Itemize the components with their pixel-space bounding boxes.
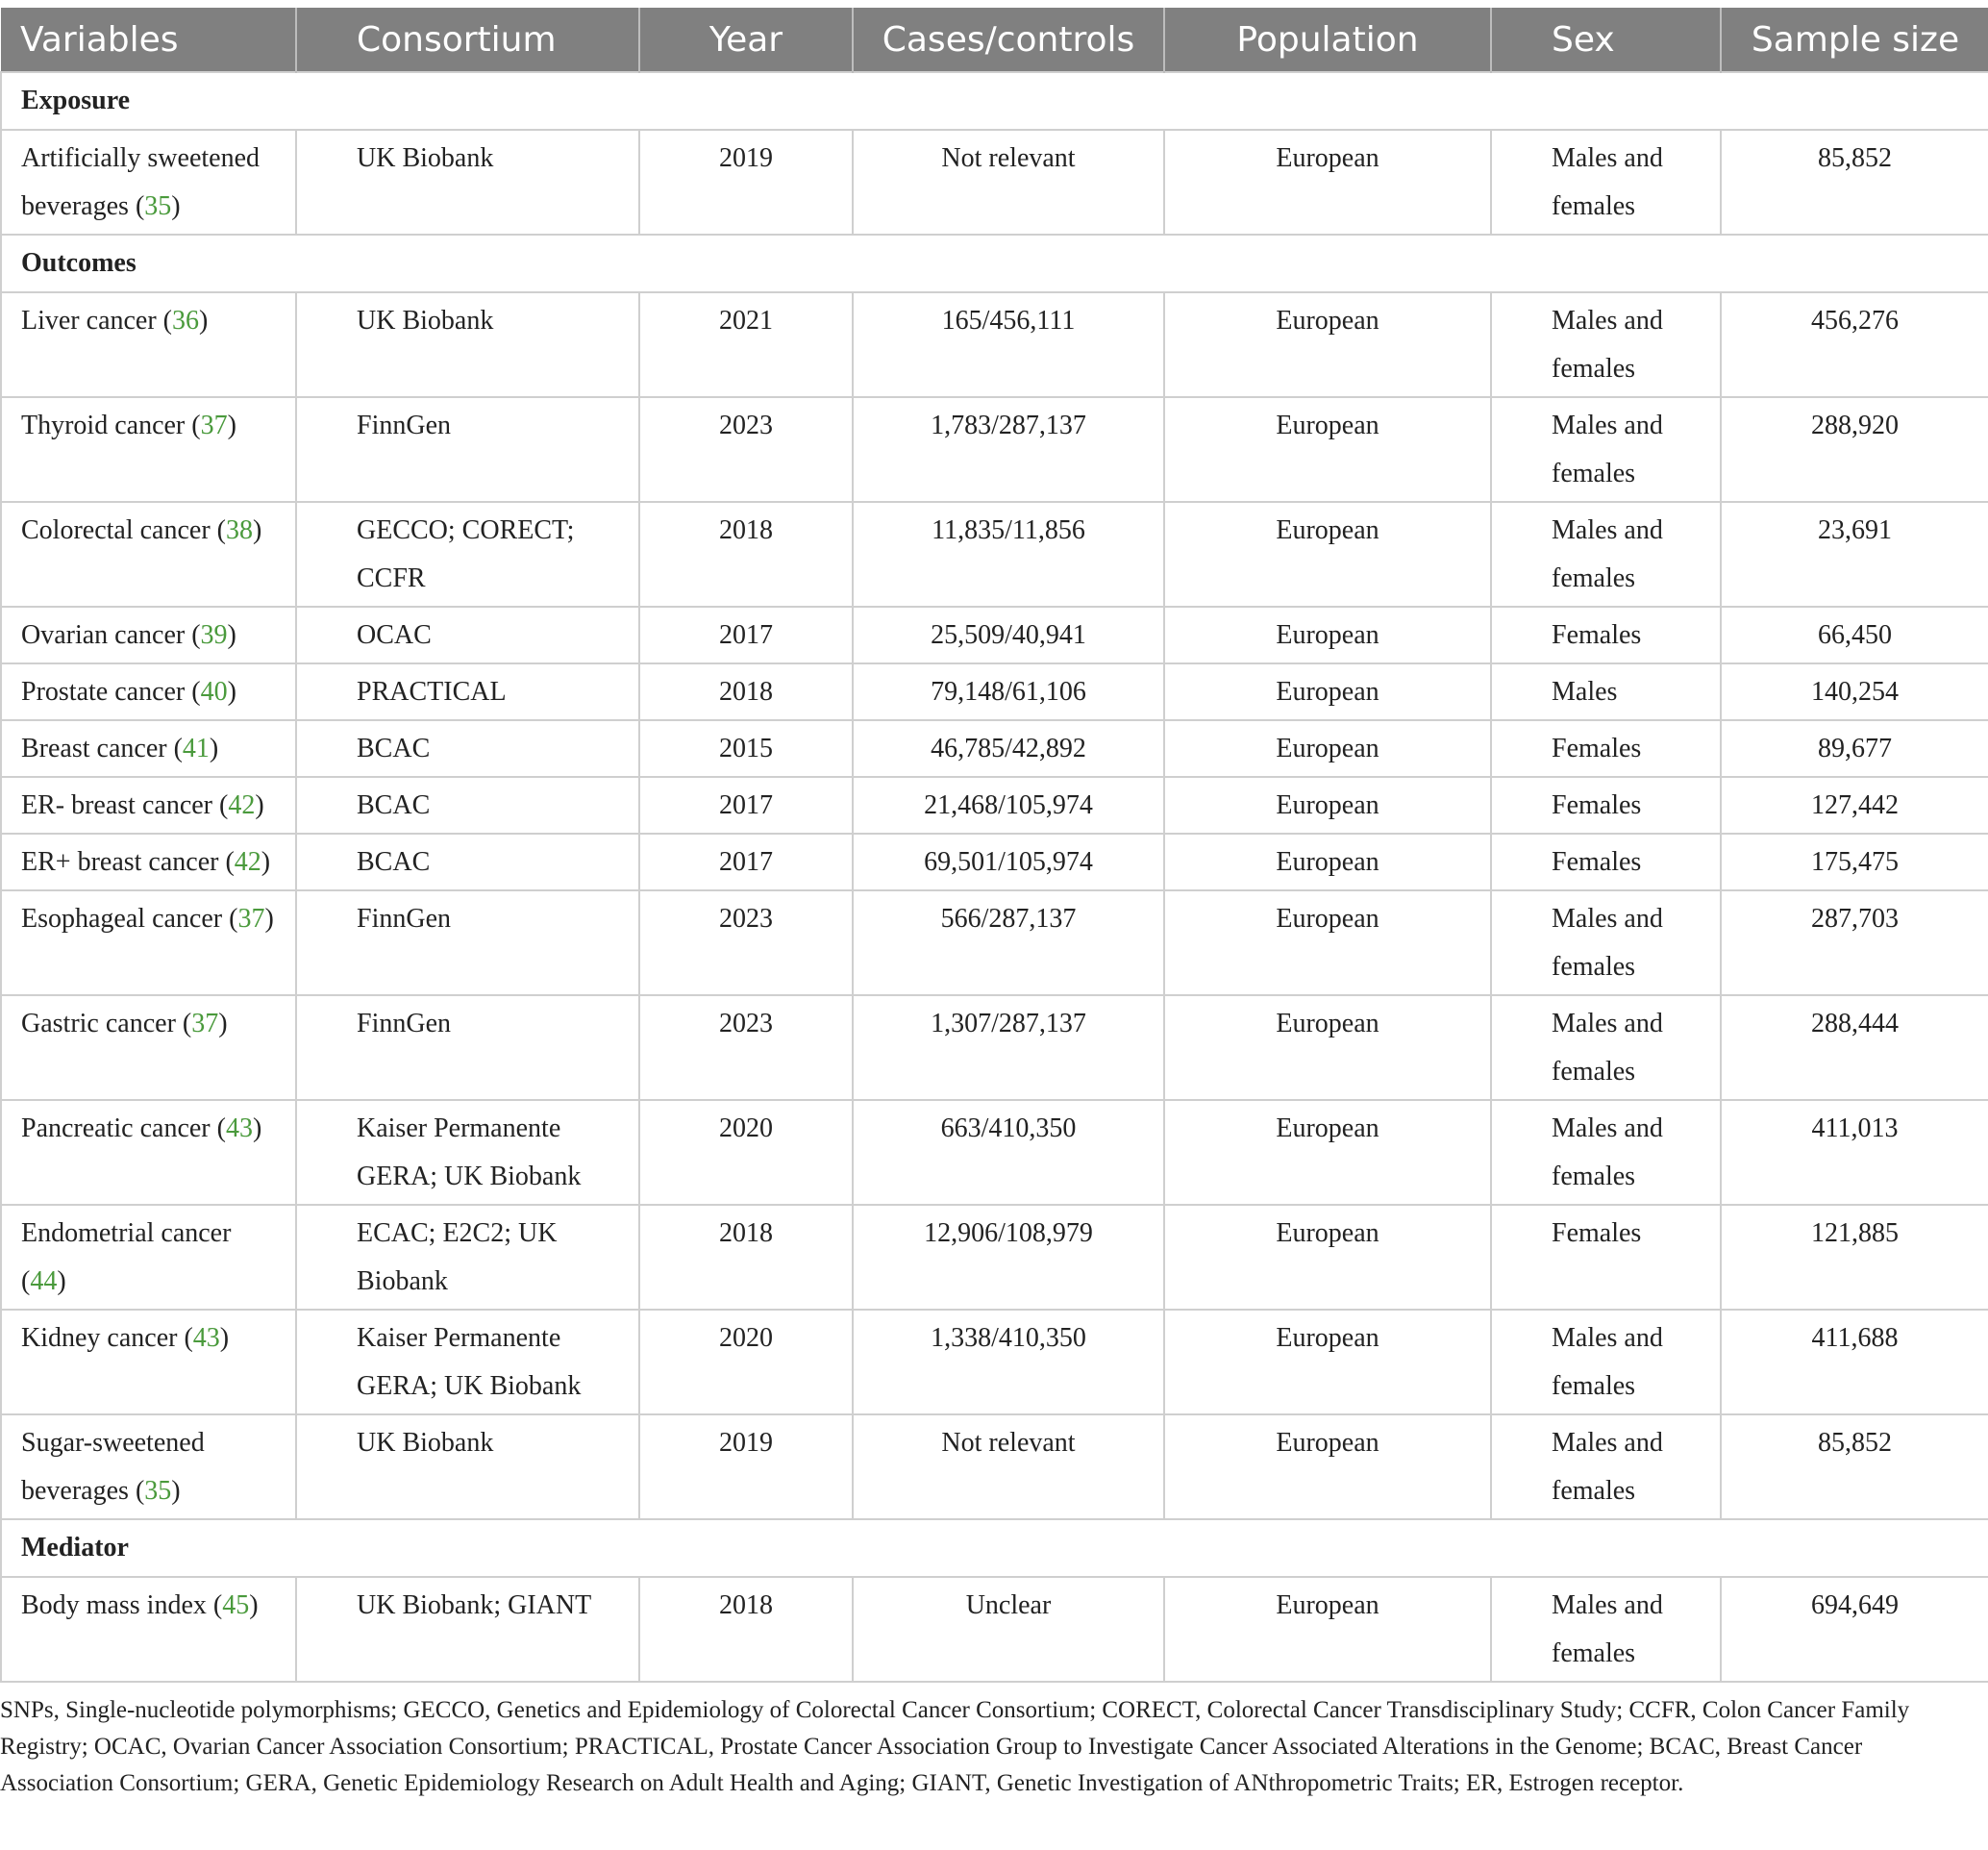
cell-year: 2017 bbox=[639, 607, 853, 663]
reference-link[interactable]: 35 bbox=[144, 1476, 172, 1506]
cell-cases-controls: 69,501/105,974 bbox=[853, 834, 1164, 890]
table-row bbox=[1, 890, 1988, 995]
cell-sample-size: 121,885 bbox=[1721, 1205, 1988, 1310]
cell-population: European bbox=[1164, 834, 1491, 890]
cell-year: 2019 bbox=[639, 1414, 853, 1519]
cell-year: 2018 bbox=[639, 502, 853, 607]
variable-label: Kidney cancer bbox=[21, 1323, 178, 1353]
cell-consortium: BCAC bbox=[296, 834, 639, 890]
cell-sex: Males and females bbox=[1491, 1577, 1721, 1682]
cell-cases-controls: 566/287,137 bbox=[853, 890, 1164, 995]
table-footnote: SNPs, Single-nucleotide polymorphisms; GECCO, Genetics and Epidemiology of Colorectal Cancer Consortium; CORECT, Colorectal Cancer Transdisciplinary Study; CCFR, Colon Cancer Family Registry; OCAC, Ovarian Cancer Association Consortium; PRACTICAL, Prostate Cancer Association Group to Investigate Cancer Associated Alterations in the Genome; BCAC, Breast Cancer Association Consortium; GERA, Genetic Epidemiology Research on Adult Health and Aging; GIANT, Genetic Investigation of ANthropometric Traits; ER, Estrogen receptor. bbox=[0, 1697, 1910, 1796]
cell-variable: Liver cancer (36) bbox=[1, 292, 296, 397]
cell-population: European bbox=[1164, 130, 1491, 235]
cell-sample-size: 23,691 bbox=[1721, 502, 1988, 607]
column-header-variables: Variables bbox=[1, 8, 296, 72]
cell-population: European bbox=[1164, 995, 1491, 1100]
variable-label: Esophageal cancer bbox=[21, 904, 223, 934]
variable-label: Prostate cancer bbox=[21, 677, 186, 707]
reference-link[interactable]: 39 bbox=[200, 620, 228, 650]
table-row bbox=[1, 1100, 1988, 1205]
cell-cases-controls: 79,148/61,106 bbox=[853, 663, 1164, 720]
reference-link[interactable]: 45 bbox=[222, 1590, 250, 1620]
cell-sex: Females bbox=[1491, 607, 1721, 663]
table-row bbox=[1, 1414, 1988, 1519]
cell-sex: Males bbox=[1491, 663, 1721, 720]
cell-sample-size: 411,013 bbox=[1721, 1100, 1988, 1205]
cell-sex: Males and females bbox=[1491, 502, 1721, 607]
cell-sample-size: 66,450 bbox=[1721, 607, 1988, 663]
cell-sample-size: 287,703 bbox=[1721, 890, 1988, 995]
header-row bbox=[1, 8, 1988, 72]
variable-label: Artificially sweetened beverages bbox=[21, 143, 261, 221]
cell-variable: Artificially sweetened beverages (35) bbox=[1, 130, 296, 235]
variable-label: ER+ breast cancer bbox=[21, 847, 219, 877]
cell-population: European bbox=[1164, 890, 1491, 995]
variable-label: Gastric cancer bbox=[21, 1009, 176, 1038]
cell-consortium: UK Biobank bbox=[296, 1414, 639, 1519]
table-row bbox=[1, 995, 1988, 1100]
variable-label: Thyroid cancer bbox=[21, 411, 186, 440]
variable-label: Ovarian cancer bbox=[21, 620, 186, 650]
cell-sample-size: 411,688 bbox=[1721, 1310, 1988, 1414]
table-row bbox=[1, 1310, 1988, 1414]
cell-sample-size: 85,852 bbox=[1721, 130, 1988, 235]
cell-year: 2019 bbox=[639, 130, 853, 235]
cell-consortium: BCAC bbox=[296, 720, 639, 777]
table-row bbox=[1, 1577, 1988, 1682]
reference-link[interactable]: 43 bbox=[192, 1323, 220, 1353]
column-header-consortium: Consortium bbox=[296, 8, 639, 72]
section-title: Outcomes bbox=[1, 235, 1988, 292]
table-header bbox=[1, 8, 1988, 72]
reference-link[interactable]: 42 bbox=[234, 847, 261, 877]
cell-consortium: ECAC; E2C2; UK Biobank bbox=[296, 1205, 639, 1310]
cell-year: 2023 bbox=[639, 397, 853, 502]
cell-year: 2018 bbox=[639, 663, 853, 720]
variable-label: Pancreatic cancer bbox=[21, 1113, 211, 1143]
cell-population: European bbox=[1164, 720, 1491, 777]
cell-consortium: OCAC bbox=[296, 607, 639, 663]
cell-year: 2020 bbox=[639, 1310, 853, 1414]
cell-cases-controls: Not relevant bbox=[853, 130, 1164, 235]
cell-population: European bbox=[1164, 1205, 1491, 1310]
reference-link[interactable]: 38 bbox=[225, 515, 253, 545]
cell-cases-controls: 25,509/40,941 bbox=[853, 607, 1164, 663]
cell-year: 2023 bbox=[639, 995, 853, 1100]
cell-variable: Breast cancer (41) bbox=[1, 720, 296, 777]
column-header-cases-controls: Cases/controls bbox=[853, 8, 1164, 72]
cell-year: 2023 bbox=[639, 890, 853, 995]
cell-year: 2017 bbox=[639, 834, 853, 890]
cell-population: European bbox=[1164, 1577, 1491, 1682]
variable-label: Sugar-sweetened beverages bbox=[21, 1428, 205, 1506]
table-row bbox=[1, 663, 1988, 720]
cell-variable: Sugar-sweetened beverages (35) bbox=[1, 1414, 296, 1519]
cell-variable: Gastric cancer (37) bbox=[1, 995, 296, 1100]
cell-cases-controls: Unclear bbox=[853, 1577, 1164, 1682]
cell-population: European bbox=[1164, 502, 1491, 607]
column-header-year: Year bbox=[639, 8, 853, 72]
cell-cases-controls: 663/410,350 bbox=[853, 1100, 1164, 1205]
reference-link[interactable]: 44 bbox=[30, 1266, 58, 1296]
cell-year: 2015 bbox=[639, 720, 853, 777]
cell-sex: Females bbox=[1491, 1205, 1721, 1310]
cell-sample-size: 85,852 bbox=[1721, 1414, 1988, 1519]
variable-label: Endometrial cancer bbox=[21, 1218, 232, 1248]
cell-consortium: FinnGen bbox=[296, 995, 639, 1100]
variable-label: Liver cancer bbox=[21, 306, 157, 336]
cell-sex: Males and females bbox=[1491, 397, 1721, 502]
cell-sex: Males and females bbox=[1491, 890, 1721, 995]
table-row bbox=[1, 1205, 1988, 1310]
cell-sample-size: 694,649 bbox=[1721, 1577, 1988, 1682]
cell-variable: Kidney cancer (43) bbox=[1, 1310, 296, 1414]
cell-variable: Body mass index (45) bbox=[1, 1577, 296, 1682]
cell-population: European bbox=[1164, 397, 1491, 502]
table-row bbox=[1, 130, 1988, 235]
cell-sex: Females bbox=[1491, 720, 1721, 777]
cell-sample-size: 127,442 bbox=[1721, 777, 1988, 834]
reference-link[interactable]: 36 bbox=[172, 306, 199, 336]
cell-cases-controls: 1,307/287,137 bbox=[853, 995, 1164, 1100]
section-row bbox=[1, 235, 1988, 292]
table-row bbox=[1, 720, 1988, 777]
cell-consortium: Kaiser Permanente GERA; UK Biobank bbox=[296, 1100, 639, 1205]
variable-label: Breast cancer bbox=[21, 734, 167, 763]
table-row bbox=[1, 834, 1988, 890]
cell-variable: Ovarian cancer (39) bbox=[1, 607, 296, 663]
variable-label: ER- breast cancer bbox=[21, 790, 212, 820]
variable-label: Body mass index bbox=[21, 1590, 207, 1620]
cell-sample-size: 89,677 bbox=[1721, 720, 1988, 777]
reference-link[interactable]: 37 bbox=[200, 411, 228, 440]
cell-cases-controls: 12,906/108,979 bbox=[853, 1205, 1164, 1310]
cell-sex: Males and females bbox=[1491, 1414, 1721, 1519]
table-row bbox=[1, 292, 1988, 397]
cell-sex: Males and females bbox=[1491, 995, 1721, 1100]
cell-sample-size: 288,444 bbox=[1721, 995, 1988, 1100]
cell-variable: Pancreatic cancer (43) bbox=[1, 1100, 296, 1205]
cell-population: European bbox=[1164, 663, 1491, 720]
variable-label: Colorectal cancer bbox=[21, 515, 211, 545]
cell-year: 2021 bbox=[639, 292, 853, 397]
table-row bbox=[1, 502, 1988, 607]
cell-population: European bbox=[1164, 607, 1491, 663]
reference-link[interactable]: 35 bbox=[144, 191, 172, 221]
cell-year: 2018 bbox=[639, 1577, 853, 1682]
column-header-population: Population bbox=[1164, 8, 1491, 72]
cell-cases-controls: 1,338/410,350 bbox=[853, 1310, 1164, 1414]
reference-link[interactable]: 37 bbox=[191, 1009, 219, 1038]
cell-cases-controls: 1,783/287,137 bbox=[853, 397, 1164, 502]
column-header-sex: Sex bbox=[1491, 8, 1721, 72]
cell-sex: Males and females bbox=[1491, 1100, 1721, 1205]
cell-consortium: Kaiser Permanente GERA; UK Biobank bbox=[296, 1310, 639, 1414]
cell-consortium: FinnGen bbox=[296, 890, 639, 995]
cell-consortium: UK Biobank bbox=[296, 130, 639, 235]
cell-variable: Thyroid cancer (37) bbox=[1, 397, 296, 502]
section-row bbox=[1, 72, 1988, 130]
cell-sex: Males and females bbox=[1491, 130, 1721, 235]
table-row bbox=[1, 777, 1988, 834]
reference-link[interactable]: 41 bbox=[182, 734, 210, 763]
reference-link[interactable]: 42 bbox=[228, 790, 256, 820]
table-row bbox=[1, 607, 1988, 663]
cell-sample-size: 456,276 bbox=[1721, 292, 1988, 397]
cell-year: 2018 bbox=[639, 1205, 853, 1310]
cell-variable: Esophageal cancer (37) bbox=[1, 890, 296, 995]
section-row bbox=[1, 1519, 1988, 1577]
cell-sample-size: 140,254 bbox=[1721, 663, 1988, 720]
reference-link[interactable]: 37 bbox=[237, 904, 265, 934]
table-body bbox=[1, 72, 1988, 1682]
reference-link[interactable]: 43 bbox=[225, 1113, 253, 1143]
cell-sex: Females bbox=[1491, 777, 1721, 834]
column-header-sample-size: Sample size bbox=[1721, 8, 1988, 72]
cell-variable: Colorectal cancer (38) bbox=[1, 502, 296, 607]
cell-sample-size: 175,475 bbox=[1721, 834, 1988, 890]
cell-year: 2020 bbox=[639, 1100, 853, 1205]
cell-variable: ER- breast cancer (42) bbox=[1, 777, 296, 834]
reference-link[interactable]: 40 bbox=[200, 677, 228, 707]
cell-cases-controls: 11,835/11,856 bbox=[853, 502, 1164, 607]
cell-cases-controls: Not relevant bbox=[853, 1414, 1164, 1519]
table-row bbox=[1, 397, 1988, 502]
cell-population: European bbox=[1164, 292, 1491, 397]
cell-consortium: BCAC bbox=[296, 777, 639, 834]
section-title: Mediator bbox=[1, 1519, 1988, 1577]
cell-consortium: GECCO; CORECT; CCFR bbox=[296, 502, 639, 607]
cell-population: European bbox=[1164, 1100, 1491, 1205]
cell-consortium: PRACTICAL bbox=[296, 663, 639, 720]
table-container bbox=[0, 8, 1988, 1802]
cell-cases-controls: 21,468/105,974 bbox=[853, 777, 1164, 834]
cell-variable: Endometrial cancer (44) bbox=[1, 1205, 296, 1310]
cell-population: European bbox=[1164, 1310, 1491, 1414]
cell-year: 2017 bbox=[639, 777, 853, 834]
cell-sex: Females bbox=[1491, 834, 1721, 890]
cell-population: European bbox=[1164, 777, 1491, 834]
cell-consortium: UK Biobank bbox=[296, 292, 639, 397]
cell-sample-size: 288,920 bbox=[1721, 397, 1988, 502]
cell-variable: Prostate cancer (40) bbox=[1, 663, 296, 720]
cell-sex: Males and females bbox=[1491, 1310, 1721, 1414]
section-title: Exposure bbox=[1, 72, 1988, 130]
cell-cases-controls: 46,785/42,892 bbox=[853, 720, 1164, 777]
cell-consortium: FinnGen bbox=[296, 397, 639, 502]
cell-cases-controls: 165/456,111 bbox=[853, 292, 1164, 397]
data-table bbox=[0, 8, 1988, 1683]
cell-consortium: UK Biobank; GIANT bbox=[296, 1577, 639, 1682]
cell-population: European bbox=[1164, 1414, 1491, 1519]
cell-variable: ER+ breast cancer (42) bbox=[1, 834, 296, 890]
cell-sex: Males and females bbox=[1491, 292, 1721, 397]
